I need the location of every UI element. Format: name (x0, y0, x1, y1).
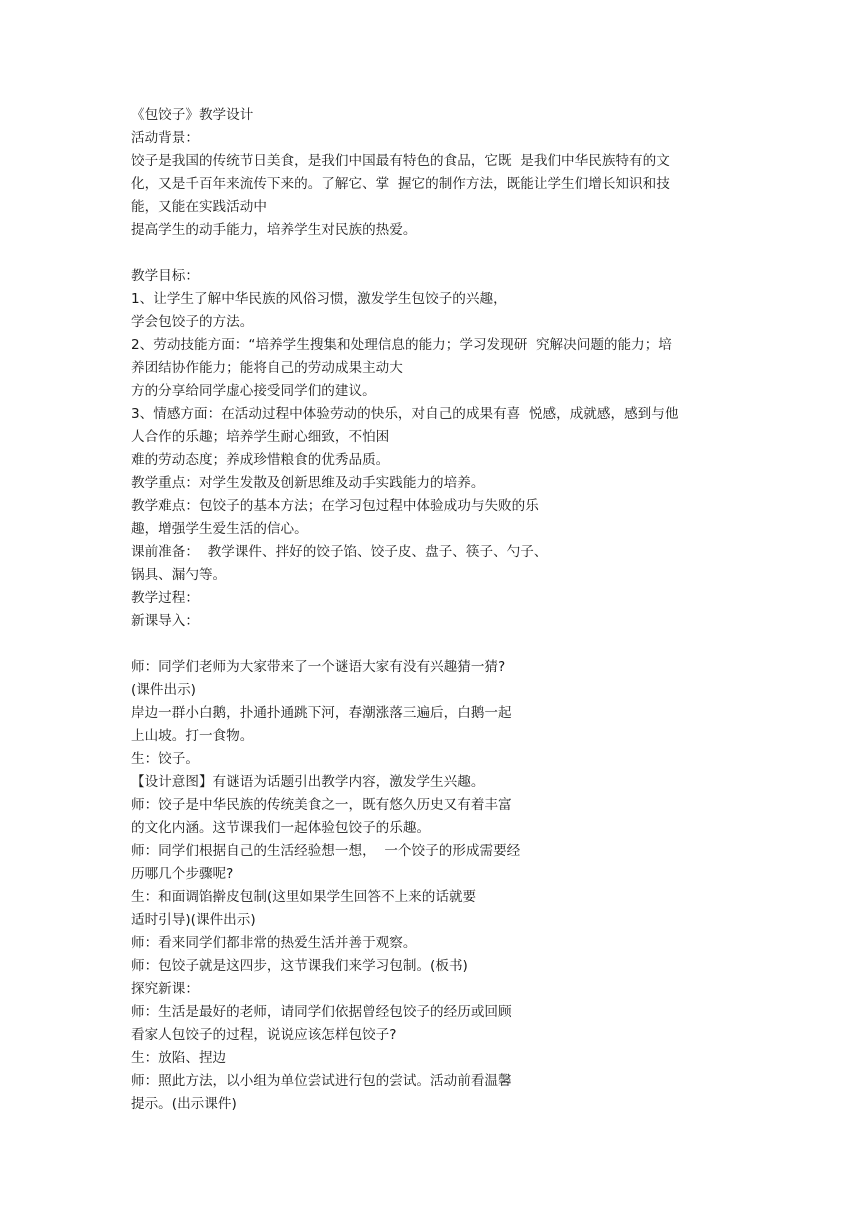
text-line: 1、让学生了解中华民族的风俗习惯，激发学生包饺子的兴趣， (131, 291, 507, 307)
text-line: 师：饺子是中华民族的传统美食之一，既有悠久历史又有着丰富 (131, 797, 512, 813)
text-line: 方的分享给同学虚心接受同学们的建议。 (131, 383, 376, 399)
text-line: 历哪几个步骤呢? (131, 866, 234, 882)
text-line: 师：同学们根据自己的生活经验想一想， 一个饺子的形成需要经 (131, 843, 521, 859)
text-line: 3、情感方面：在活动过程中体验劳动的快乐，对自己的成果有喜 悦感，成就感，感到与他 (131, 406, 679, 422)
text-line: 学会包饺子的方法。 (131, 314, 254, 330)
text-line: 看家人包饺子的过程，说说应该怎样包饺子? (131, 1027, 397, 1043)
text-line: 提示。(出示课件) (131, 1096, 237, 1112)
text-line: 教学目标： (131, 268, 199, 284)
text-line: 人合作的乐趣；培养学生耐心细致，不怕困 (131, 429, 390, 445)
text-line: 生：饺子。 (131, 751, 199, 767)
blank-line (131, 242, 731, 265)
text-line: 趣，增强学生爱生活的信心。 (131, 521, 308, 537)
blank-line (131, 633, 731, 656)
text-line: 锅具、漏勺等。 (131, 567, 227, 583)
text-line: 适时引导)(课件出示) (131, 912, 256, 928)
text-line: 饺子是我国的传统节日美食，是我们中国最有特色的食品，它既 是我们中华民族特有的文 (131, 153, 670, 169)
text-line: 活动背景： (131, 130, 199, 146)
text-line: 上山坡。打一食物。 (131, 728, 254, 744)
document-title: 《包饺子》教学设计 (131, 107, 254, 123)
text-line: (课件出示) (131, 682, 196, 698)
text-line: 探究新课： (131, 981, 199, 997)
text-line: 难的劳动态度；养成珍惜粮食的优秀品质。 (131, 452, 390, 468)
text-line: 师：看来同学们都非常的热爱生活并善于观察。 (131, 935, 417, 951)
text-line: 课前准备： 教学课件、拌好的饺子馅、饺子皮、盘子、筷子、勺子、 (131, 544, 548, 560)
text-line: 师：照此方法，以小组为单位尝试进行包的尝试。活动前看温馨 (131, 1073, 512, 1089)
text-line: 【设计意图】有谜语为话题引出教学内容，激发学生兴趣。 (131, 774, 485, 790)
text-line: 师：同学们老师为大家带来了一个谜语大家有没有兴趣猜一猜? (131, 659, 506, 675)
text-line: 能，又能在实践活动中 (131, 199, 267, 215)
text-line: 师：包饺子就是这四步，这节课我们来学习包制。(板书) (131, 958, 468, 974)
text-line: 生：和面调馅擀皮包制(这里如果学生回答不上来的话就要 (131, 889, 477, 905)
text-line: 化，又是千百年来流传下来的。了解它、掌 握它的制作方法，既能让学生们增长知识和技 (131, 176, 670, 192)
text-line: 提高学生的动手能力，培养学生对民族的热爱。 (131, 222, 417, 238)
text-line: 岸边一群小白鹅，扑通扑通跳下河，春潮涨落三遍后，白鹅一起 (131, 705, 512, 721)
text-line: 的文化内涵。这节课我们一起体验包饺子的乐趣。 (131, 820, 431, 836)
document-body (131, 104, 731, 1116)
text-line: 生：放陷、捏边 (131, 1050, 227, 1066)
text-line: 教学难点：包饺子的基本方法；在学习包过程中体验成功与失败的乐 (131, 498, 539, 514)
text-line: 教学重点：对学生发散及创新思维及动手实践能力的培养。 (131, 475, 485, 491)
text-line: 2、劳动技能方面：“培养学生搜集和处理信息的能力；学习发现研 究解决问题的能力；培 (131, 337, 672, 353)
text-line: 教学过程： (131, 590, 199, 606)
text-line: 师：生活是最好的老师，请同学们依据曾经包饺子的经历或回顾 (131, 1004, 512, 1020)
text-line: 养团结协作能力；能将自己的劳动成果主动大 (131, 360, 403, 376)
text-line: 新课导入： (131, 613, 199, 629)
